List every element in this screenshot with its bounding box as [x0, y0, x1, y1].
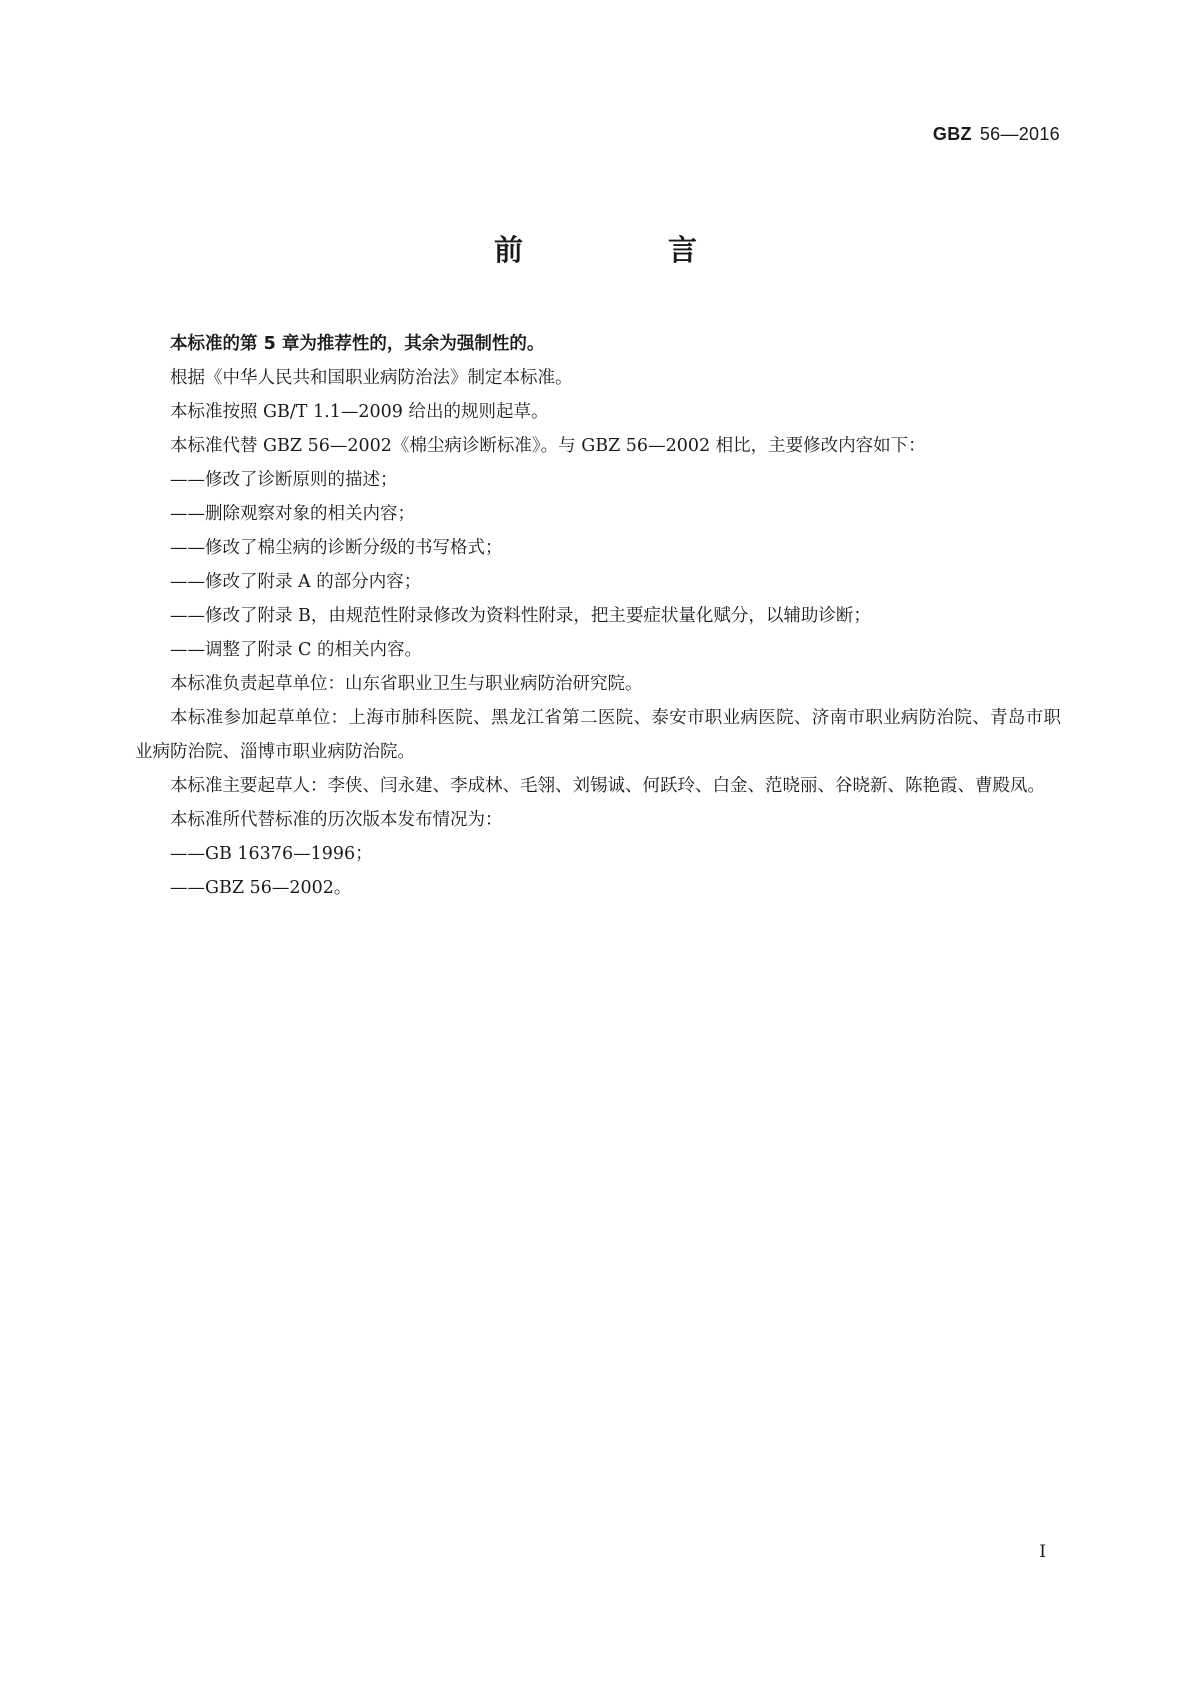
standard-code-prefix: GBZ: [932, 124, 972, 144]
paragraph: 根据《中华人民共和国职业病防治法》制定本标准。: [170, 368, 573, 388]
foreword-body: [135, 327, 1061, 905]
list-item: ——修改了附录 B，由规范性附录修改为资料性附录，把主要症状量化赋分，以辅助诊断；: [170, 606, 871, 626]
paragraph: 本标准参加起草单位：上海市肺科医院、黑龙江省第二医院、泰安市职业病医院、济南市职业病防治院、青岛市职业病防治院、淄博市职业病防治院。: [135, 708, 1061, 762]
standard-code-number: 56—2016: [979, 124, 1060, 144]
paragraph-normative-note: 本标准的第 5 章为推荐性的，其余为强制性的。: [170, 334, 545, 354]
paragraph: 本标准所代替标准的历次版本发布情况为：: [170, 810, 503, 830]
list-item: ——修改了诊断原则的描述；: [170, 470, 398, 490]
standard-code: [933, 124, 1060, 145]
list-item: ——调整了附录 C 的相关内容。: [170, 640, 423, 660]
paragraph: 本标准负责起草单位：山东省职业卫生与职业病防治研究院。: [170, 674, 643, 694]
paragraph: 本标准按照 GB/T 1.1—2009 给出的规则起草。: [170, 402, 549, 422]
list-item: ——GB 16376—1996；: [170, 844, 373, 864]
page-title: 前 言: [493, 233, 755, 267]
list-item: ——GBZ 56—2002。: [170, 878, 352, 898]
list-item: ——修改了棉尘病的诊断分级的书写格式；: [170, 538, 503, 558]
list-item: ——修改了附录 A 的部分内容；: [170, 572, 422, 592]
paragraph: 本标准主要起草人：李侠、闫永建、李成林、毛翎、刘锡诚、何跃玲、白金、范晓丽、谷晓新、陈艳霞、曹殿凤。: [170, 776, 1045, 796]
paragraph: 本标准代替 GBZ 56—2002《棉尘病诊断标准》。与 GBZ 56—2002 相比，主要修改内容如下：: [170, 436, 926, 456]
page-number: I: [1039, 1542, 1046, 1562]
list-item: ——删除观察对象的相关内容；: [170, 504, 415, 524]
